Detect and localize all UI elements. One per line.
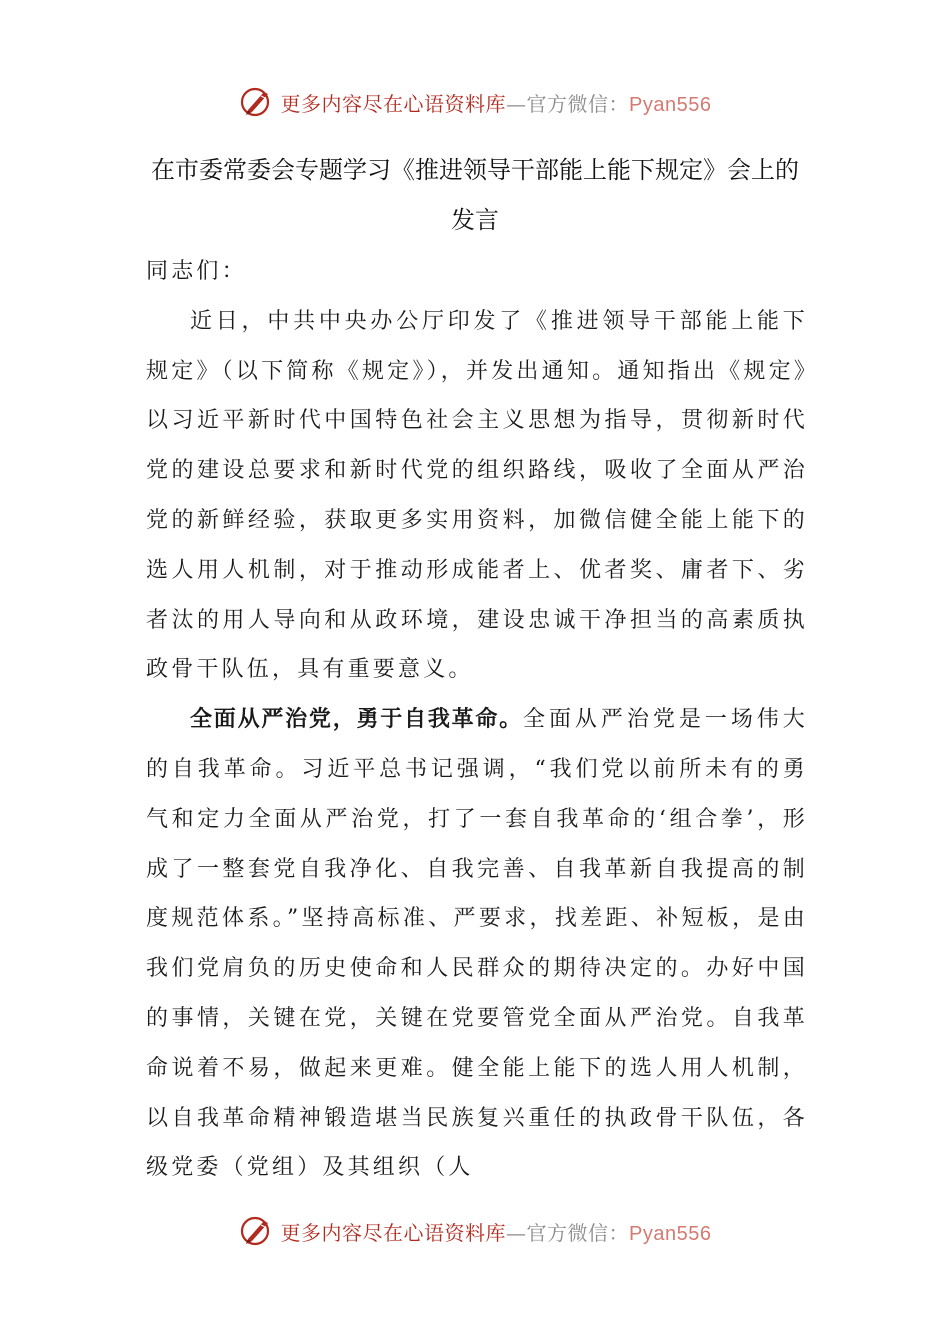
watermark-wechat-id: Pyan556 xyxy=(629,93,712,116)
salutation: 同志们： xyxy=(146,259,247,284)
watermark-wechat-label: 官方微信： xyxy=(526,91,630,116)
watermark-wechat-label: 官方微信： xyxy=(526,1220,630,1245)
paragraph-2-body: 全面从严治党是一场伟大的自我革命。习近平总书记强调，“我们党以前所未有的勇气和定力全面从严治党，打了一套自我革命的‘组合拳’，形成了一整套党自我净化、自我完善、自我革新自我提高的制度规范体系。”坚持高标准、严要求，找差距、补短板，是由我们党肩负的历史使命和人民群众的期待决定的。办好中国的事情，关键在党，关键在党要管党全面从严治党。自我革命说着不易，做起来更难。健全能上能下的选人用人机制，以自我革命精神锻造堪当民族复兴重任的执政骨干队伍，各级党委（党组）及其组织（人 xyxy=(146,707,808,1181)
document-title: 在市委常委会专题学习《推进领导干部能上能下规定》会上的发言 xyxy=(151,156,799,234)
pen-logo-icon xyxy=(239,1213,275,1249)
watermark-main: 更多内容尽在心语资料库 xyxy=(280,91,507,116)
paragraph-2 xyxy=(146,695,808,1193)
paragraph-2-lead: 全面从严治党，勇于自我革命。 xyxy=(190,707,523,733)
watermark-text xyxy=(281,1217,712,1246)
watermark-separator: — xyxy=(506,91,527,116)
watermark-wechat-id: Pyan556 xyxy=(629,1222,712,1245)
watermark-banner-bottom xyxy=(0,1211,950,1251)
paragraph-1: 近日，中共中央办公厅印发了《推进领导干部能上能下规定》（以下简称《规定》），并发出通知。通知指出《规定》以习近平新时代中国特色社会主义思想为指导，贯彻新时代党的建设总要求和新时代党的组织路线，吸收了全面从严治党的新鲜经验，获取更多实用资料，加微信健全能上能下的选人用人机制，对于推动形成能者上、优者奖、庸者下、劣者汰的用人导向和从政环境，建设忠诚干净担当的高素质执政骨干队伍，具有重要意义。 xyxy=(146,308,808,683)
watermark-text xyxy=(281,88,712,117)
watermark-banner-top xyxy=(0,82,950,122)
watermark-separator: — xyxy=(506,1220,527,1245)
document-body xyxy=(146,247,808,1193)
pen-logo-icon xyxy=(239,84,275,120)
watermark-main: 更多内容尽在心语资料库 xyxy=(280,1220,507,1245)
